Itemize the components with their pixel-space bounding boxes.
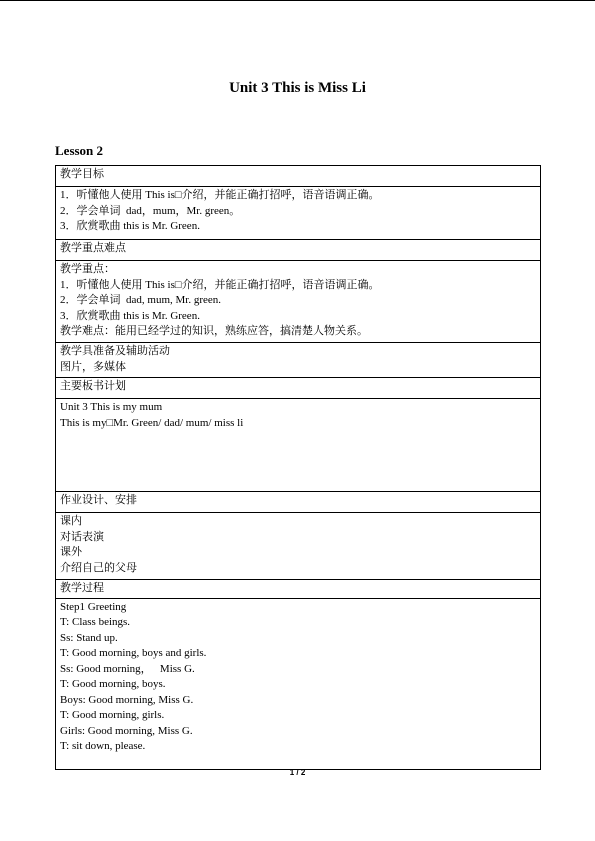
process-line: Ss: Good morning， Miss G.: [60, 662, 195, 675]
board-line: This is my□Mr. Green/ dad/ mum/ miss li: [60, 416, 244, 429]
top-rule: [0, 0, 595, 1]
homework-cell: [56, 513, 541, 580]
process-line: Ss: Stand up.: [60, 631, 118, 644]
board-header: 主要板书计划: [60, 380, 126, 392]
homework-line: 课外: [60, 546, 82, 558]
key-line: 教学难点：能用已经学过的知识，熟练应答，搞清楚人物关系。: [60, 325, 368, 337]
process-header: 教学过程: [60, 582, 104, 594]
row-key: [56, 261, 541, 343]
key-header: 教学重点难点: [60, 242, 126, 254]
goals-cell: [56, 187, 541, 240]
homework-line: 课内: [60, 515, 82, 527]
row-board-header: [56, 378, 541, 399]
process-line: Boys: Good morning, Miss G.: [60, 693, 194, 706]
prep-line: 图片，多媒体: [60, 360, 126, 373]
document-title: Unit 3 This is Miss Li: [229, 80, 366, 96]
goals-header: 教学目标: [60, 168, 104, 180]
row-process: [56, 598, 541, 769]
process-cell: [56, 598, 541, 769]
board-line: Unit 3 This is my mum: [60, 401, 163, 413]
row-prep: [56, 343, 541, 378]
process-line: T: Good morning, girls.: [60, 709, 165, 721]
row-goals-header: [56, 166, 541, 187]
process-line: Step1 Greeting: [60, 600, 127, 613]
row-board: [56, 399, 541, 492]
homework-header-cell: [56, 492, 541, 513]
prep-line: 教学具准备及辅助活动: [60, 345, 170, 357]
homework-line: 对话表演: [60, 530, 104, 543]
key-header-cell: [56, 240, 541, 261]
process-line: T: sit down, please.: [60, 740, 146, 752]
row-process-header: [56, 580, 541, 599]
page-number: 1 / 2: [289, 768, 306, 777]
goals-header-cell: [56, 166, 541, 187]
process-header-cell: [56, 580, 541, 599]
board-cell: [56, 399, 541, 492]
key-line: 1．听懂他人使用 This is□介绍，并能正确打招呼，语音语调正确。: [60, 278, 380, 291]
key-line: 教学重点：: [60, 263, 115, 275]
process-line: T: Class beings.: [60, 616, 131, 628]
lesson-plan-table: [55, 165, 541, 770]
process-line: T: Good morning, boys and girls.: [60, 647, 207, 659]
row-goals: [56, 187, 541, 240]
goals-line: 2．学会单词 dad，mum，Mr. green。: [60, 204, 241, 217]
key-cell: [56, 261, 541, 343]
homework-header: 作业设计、安排: [60, 494, 137, 506]
row-key-header: [56, 240, 541, 261]
board-header-cell: [56, 378, 541, 399]
goals-line: 3．欣赏歌曲 this is Mr. Green.: [60, 220, 200, 232]
homework-line: 介绍自己的父母: [60, 561, 137, 574]
row-homework: [56, 513, 541, 580]
key-line: 2．学会单词 dad, mum, Mr. green.: [60, 294, 222, 306]
lesson-heading: Lesson 2: [55, 143, 104, 158]
row-homework-header: [56, 492, 541, 513]
key-line: 3．欣赏歌曲 this is Mr. Green.: [60, 309, 200, 322]
process-line: T: Good morning, boys.: [60, 678, 166, 690]
process-line: Girls: Good morning, Miss G.: [60, 724, 193, 737]
prep-cell: [56, 343, 541, 378]
goals-line: 1．听懂他人使用 This is□介绍，并能正确打招呼，语音语调正确。: [60, 189, 380, 201]
